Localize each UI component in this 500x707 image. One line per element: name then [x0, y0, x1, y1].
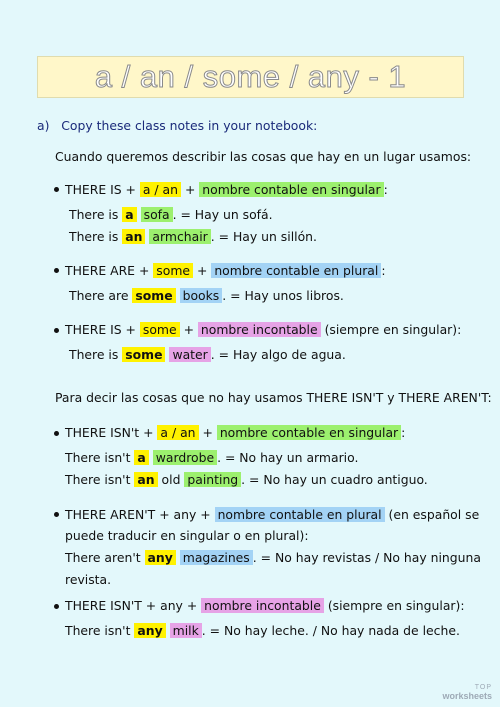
bullet	[54, 187, 59, 192]
rule-text: THERE IS +	[65, 182, 136, 197]
example-translation: . = No hay un cuadro antiguo.	[241, 472, 428, 487]
rule-text: THERE ARE +	[65, 263, 150, 278]
rule-there-is-a-an	[65, 182, 388, 198]
rule-there-is-some	[65, 322, 461, 338]
example-translation: . = No hay revistas / No hay ninguna	[252, 550, 481, 565]
rule-text: THERE IS +	[65, 322, 136, 337]
intro-2: Para decir las cosas que no hay usamos THERE ISN'T y THERE AREN'T:	[55, 390, 492, 405]
instruction	[37, 118, 317, 134]
highlight-a-an: a / an	[157, 425, 198, 440]
example-translation: . = Hay algo de agua.	[210, 347, 346, 362]
example-wardrobe	[65, 450, 358, 466]
highlight-article: an	[134, 472, 157, 487]
highlight-countable-plural: nombre contable en plural	[211, 263, 381, 278]
highlight-article: a	[134, 450, 148, 465]
highlight-uncountable: nombre incontable	[201, 598, 324, 613]
bullet	[54, 431, 59, 436]
example-text: There is	[69, 229, 119, 244]
page-title: a / an / some / any - 1	[94, 59, 407, 94]
example-text: There isn't	[65, 450, 131, 465]
example-text: There are	[69, 288, 129, 303]
rule-plus: +	[202, 425, 213, 440]
rule-text: THERE ISN'T + any +	[65, 598, 198, 613]
bullet	[54, 512, 59, 517]
highlight-noun: sofa	[141, 207, 173, 222]
rule-note: (siempre en singular):	[327, 598, 465, 613]
rule-text: THERE ISN't +	[65, 425, 154, 440]
example-sofa	[69, 207, 273, 223]
title-box	[37, 56, 464, 98]
example-magazines-continued: revista.	[65, 572, 112, 587]
highlight-article: a	[122, 207, 136, 222]
example-books	[69, 288, 344, 304]
rule-plus: +	[184, 182, 196, 197]
example-translation: . = No hay un armario.	[217, 450, 359, 465]
highlight-a-an: a / an	[140, 182, 181, 197]
example-text: There is	[69, 207, 119, 222]
example-translation: . = No hay leche. / No hay nada de leche.	[201, 623, 460, 638]
highlight-countable-singular: nombre contable en singular	[199, 182, 383, 197]
highlight-some: some	[153, 263, 193, 278]
rule-there-isnt-a-an	[65, 425, 405, 441]
example-text: There isn't	[65, 623, 131, 638]
example-text: There aren't	[65, 550, 141, 565]
highlight-noun: wardrobe	[153, 450, 217, 465]
rule-there-are-some	[65, 263, 386, 279]
highlight-countable-plural: nombre contable en plural	[215, 507, 385, 522]
rule-colon: :	[381, 263, 386, 278]
example-translation: . = Hay un sofá.	[172, 207, 273, 222]
example-magazines	[65, 550, 481, 566]
example-painting	[65, 472, 428, 488]
rule-note: (en español se	[388, 507, 480, 522]
highlight-noun: milk	[170, 623, 202, 638]
rule-there-arent-any	[65, 507, 479, 523]
logo-top: TOP	[474, 684, 492, 691]
rule-plus: +	[196, 263, 208, 278]
example-water	[69, 347, 346, 363]
rule-colon: :	[383, 182, 388, 197]
highlight-noun: books	[180, 288, 223, 303]
bullet	[54, 604, 59, 609]
logo-bottom: worksheets	[442, 691, 492, 701]
rule-text: THERE AREN'T + any +	[65, 507, 211, 522]
example-translation: . = Hay unos libros.	[222, 288, 344, 303]
highlight-some: some	[132, 288, 175, 303]
rule-note-continued: puede traducir en singular o en plural):	[65, 528, 309, 543]
rule-plus: +	[183, 322, 194, 337]
highlight-any: any	[145, 550, 176, 565]
highlight-some: some	[140, 322, 180, 337]
intro-1: Cuando queremos describir las cosas que hay en un lugar usamos:	[55, 149, 472, 164]
highlight-countable-singular: nombre contable en singular	[217, 425, 401, 440]
highlight-uncountable: nombre incontable	[198, 322, 321, 337]
example-text: There is	[69, 347, 119, 362]
instruction-marker: a)	[37, 118, 50, 133]
topworksheets-logo	[442, 683, 492, 701]
bullet	[54, 268, 59, 273]
example-milk	[65, 623, 460, 639]
highlight-noun: water	[169, 347, 210, 362]
bullet	[54, 328, 59, 333]
instruction-text: Copy these class notes in your notebook:	[61, 118, 318, 133]
example-translation: . = Hay un sillón.	[210, 229, 317, 244]
rule-note: (siempre en singular):	[324, 322, 462, 337]
highlight-article: an	[122, 229, 145, 244]
example-armchair	[69, 229, 317, 245]
highlight-some: some	[122, 347, 165, 362]
rule-there-isnt-any	[65, 598, 465, 614]
highlight-noun: magazines	[180, 550, 253, 565]
highlight-any: any	[134, 623, 165, 638]
highlight-noun: painting	[184, 472, 241, 487]
rule-colon: :	[401, 425, 406, 440]
highlight-noun: armchair	[149, 229, 210, 244]
example-adjective: old	[161, 472, 181, 487]
example-text: There isn't	[65, 472, 131, 487]
